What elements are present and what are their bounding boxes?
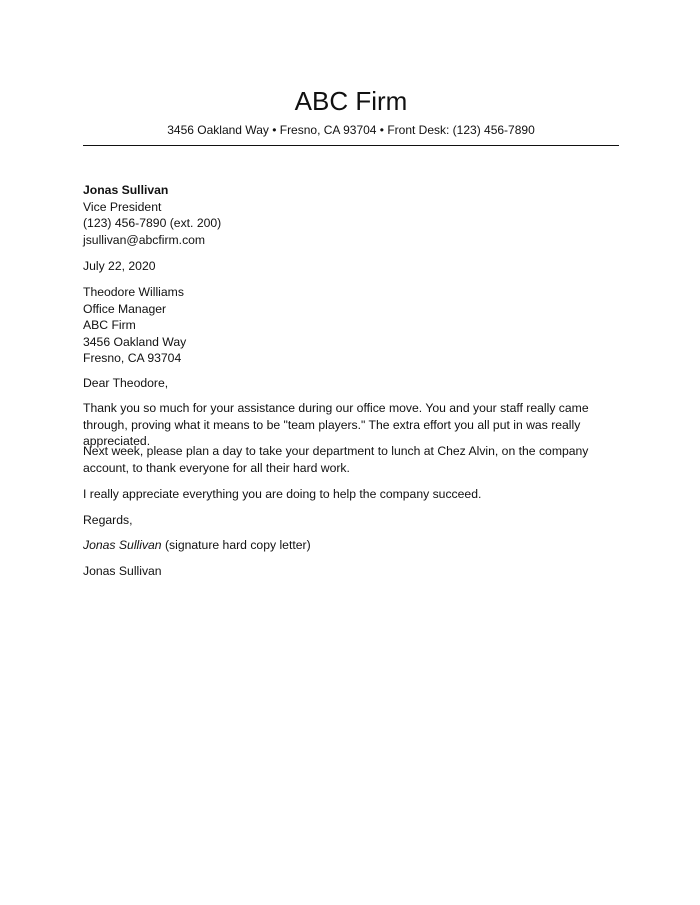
sender-phone: (123) 456-7890 (ext. 200) [83,216,222,230]
recipient-block [83,284,619,367]
sender-block [83,182,619,248]
recipient-company: ABC Firm [83,318,136,332]
letterhead [83,84,619,138]
signature-note: (signature hard copy letter) [161,538,311,552]
date-text: July 22, 2020 [83,259,156,273]
recipient-street: 3456 Oakland Way [83,334,187,349]
closing [83,512,619,529]
signature-line [83,537,619,554]
salutation-text: Dear Theodore, [83,376,169,390]
body-paragraph-3 [83,486,619,503]
recipient-title: Office Manager [83,301,167,316]
paragraph-text: I really appreciate everything you are doing to help the company succeed. [83,487,482,501]
signature-paragraph [83,537,619,554]
salutation [83,375,619,392]
recipient-city-state-zip: Fresno, CA 93704 [83,351,182,365]
body-paragraph-2 [83,443,619,476]
firm-name: ABC Firm [294,86,408,116]
letterhead-divider [83,145,619,146]
sender-title: Vice President [83,199,162,214]
paragraph-text: Next week, please plan a day to take your department to lunch at Chez Alvin, on the company account, to thank everyone for all their hard work. [83,444,589,475]
sender-name: Jonas Sullivan [83,183,169,197]
paragraph-text: Thank you so much for your assistance during our office move. You and your staff really came through, proving what it means to be "team players." The extra effort you all put in was really appreciated. [83,401,589,448]
letter-date [83,258,619,275]
typed-name-block [83,563,619,580]
closing-text: Regards, [83,513,133,527]
recipient-name: Theodore Williams [83,285,184,299]
sender-email: jsullivan@abcfirm.com [83,232,206,247]
signature-name: Jonas Sullivan [83,538,162,552]
typed-name: Jonas Sullivan [83,564,162,578]
firm-address-line: 3456 Oakland Way • Fresno, CA 93704 • Front Desk: (123) 456-7890 [167,123,535,137]
